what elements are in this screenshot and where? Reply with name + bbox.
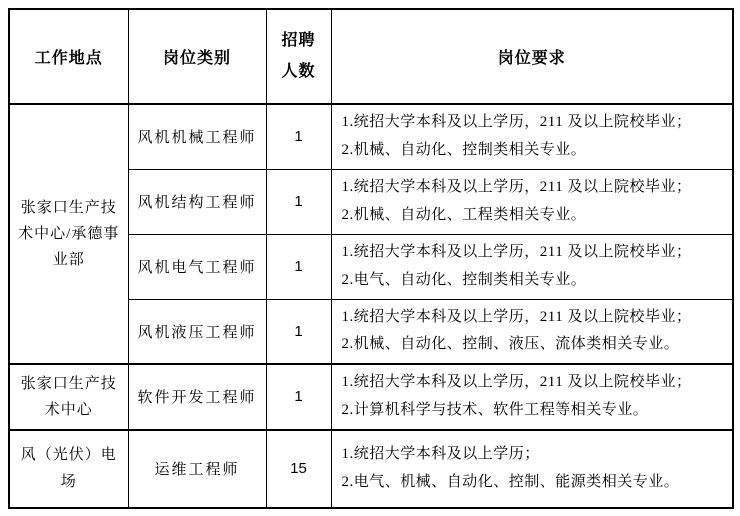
recruitment-table: [8, 8, 734, 509]
requirement-line: 2.机械、自动化、控制、液压、流体类相关专业。: [341, 336, 680, 353]
cell-count: 1: [266, 299, 331, 364]
requirement-line: 2.电气、自动化、控制类相关专业。: [341, 271, 587, 288]
requirement-line: 2.机械、自动化、控制类相关专业。: [341, 141, 587, 158]
table-row: [9, 104, 733, 169]
cell-category: 软件开发工程师: [128, 364, 266, 430]
cell-location-group1: 张家口生产技术中心/承德事业部: [9, 104, 128, 364]
cell-requirements: [331, 104, 733, 169]
requirement-line: 1.统招大学本科及以上学历，211 及以上院校毕业；: [341, 243, 692, 260]
requirement-line: 2.机械、自动化、工程类相关专业。: [341, 206, 587, 223]
header-recruit-count: [266, 9, 331, 104]
header-recruit-count-line1: 招聘: [281, 32, 316, 50]
cell-count: 15: [266, 430, 331, 508]
table-row: [9, 364, 733, 430]
cell-requirements: [331, 299, 733, 364]
cell-count: 1: [266, 104, 331, 169]
cell-requirements: [331, 364, 733, 430]
requirement-line: 1.统招大学本科及以上学历；: [341, 445, 540, 462]
header-work-location: 工作地点: [9, 9, 128, 104]
cell-requirements: [331, 430, 733, 508]
cell-count: 1: [266, 364, 331, 430]
cell-category: 风机液压工程师: [128, 299, 266, 364]
requirement-line: 1.统招大学本科及以上学历，211 及以上院校毕业；: [341, 114, 692, 130]
cell-requirements: [331, 234, 733, 299]
cell-category: 风机结构工程师: [128, 169, 266, 234]
requirement-line: 1.统招大学本科及以上学历，211 及以上院校毕业；: [341, 308, 692, 325]
requirement-line: 1.统招大学本科及以上学历，211 及以上院校毕业；: [341, 178, 692, 195]
requirement-line: 2.电气、机械、自动化、控制、能源类相关专业。: [341, 473, 680, 490]
table-header-row: [9, 9, 733, 104]
cell-requirements: [331, 169, 733, 234]
cell-category: 风机电气工程师: [128, 234, 266, 299]
table-row: [9, 430, 733, 508]
header-position-category: 岗位类别: [128, 9, 266, 104]
cell-location-group3: 风（光伏）电场: [9, 430, 128, 508]
cell-location-group2: 张家口生产技术中心: [9, 364, 128, 430]
cell-category: 风机机械工程师: [128, 104, 266, 169]
requirement-line: 2.计算机科学与技术、软件工程等相关专业。: [341, 401, 649, 418]
cell-count: 1: [266, 234, 331, 299]
header-position-requirements: 岗位要求: [331, 9, 733, 104]
cell-category: 运维工程师: [128, 430, 266, 508]
cell-count: 1: [266, 169, 331, 234]
header-recruit-count-line2: 人数: [281, 62, 316, 80]
requirement-line: 1.统招大学本科及以上学历，211 及以上院校毕业；: [341, 374, 692, 390]
